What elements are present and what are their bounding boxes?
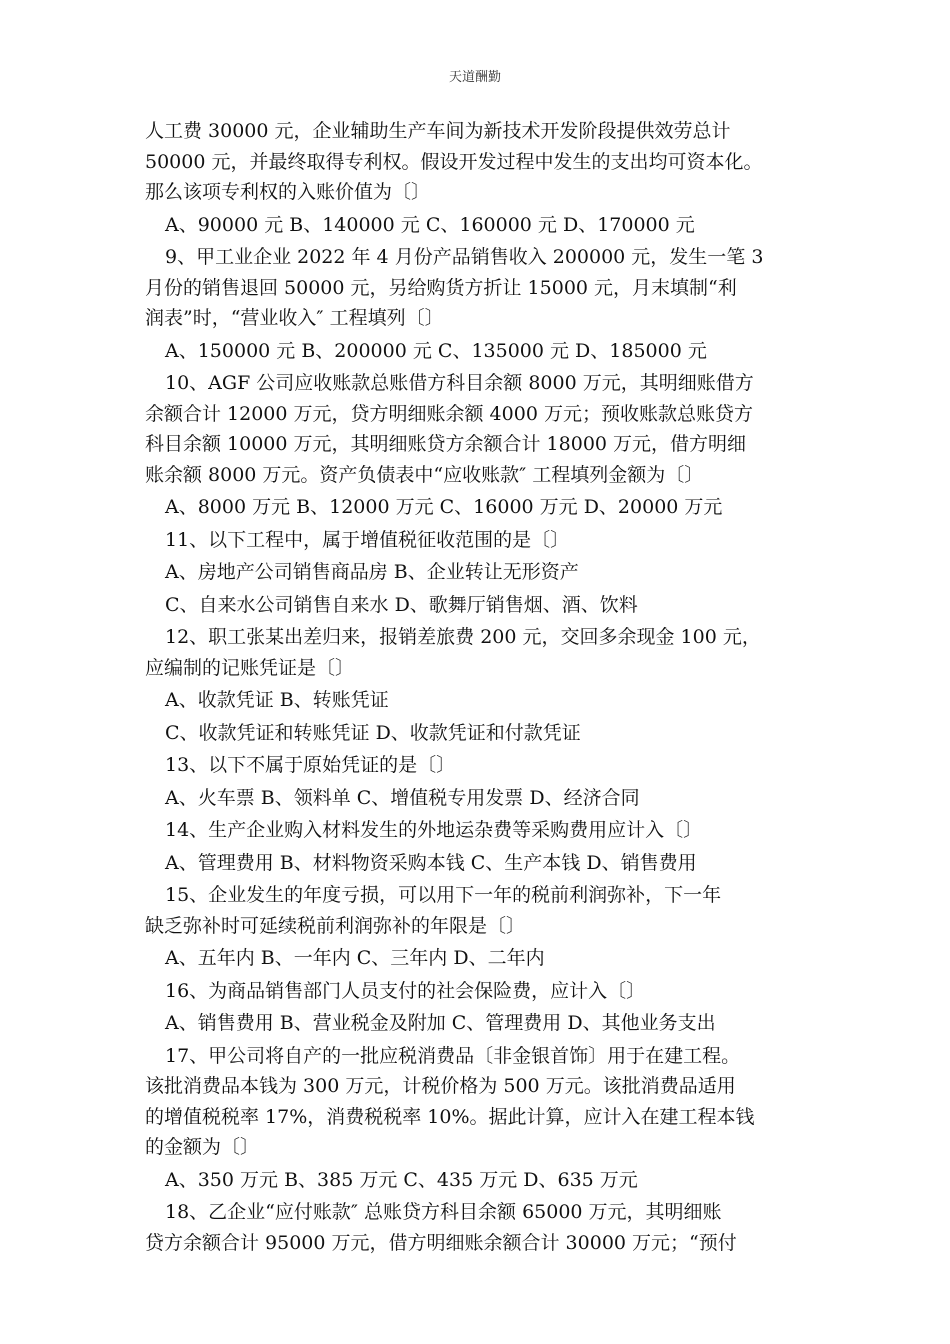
question-11: 11、以下工程中，属于增值税征收范围的是〔〕 xyxy=(165,528,570,551)
answer-options: A、销售费用 B、营业税金及附加 C、管理费用 D、其他业务支出 xyxy=(165,1012,716,1034)
question-14: 14、生产企业购入材料发生的外地运杂费等采购费用应计入〔〕 xyxy=(165,819,703,841)
text-line: 余额合计 12000 万元，贷方明细账余额 4000 万元；预收账款总账贷方 xyxy=(145,402,753,425)
answer-options: A、房地产公司销售商品房 B、企业转让无形资产 xyxy=(165,561,579,583)
text-line: 账余额 8000 万元。资产负债表中“应收账款″ 工程填列金额为〔〕 xyxy=(145,463,704,486)
answer-options: A、150000 元 B、200000 元 C、135000 元 D、185000 元 xyxy=(165,339,707,362)
text-line: 贷方余额合计 95000 万元，借方明细账余额合计 30000 万元；“预付 xyxy=(145,1231,737,1254)
page-header: 天道酬勤 xyxy=(448,70,501,85)
question-18: 18、乙企业“应付账款″ 总账贷方科目余额 65000 万元，其明细账 xyxy=(165,1201,722,1223)
text-line: 的金额为〔〕 xyxy=(145,1136,260,1158)
question-9: 9、甲工业企业 2022 年 4 月份产品销售收入 200000 元，发生一笔 3 xyxy=(165,246,764,268)
answer-options: C、收款凭证和转账凭证 D、收款凭证和付款凭证 xyxy=(165,721,581,744)
text-line: 的增值税税率 17%，消费税税率 10%。据此计算，应计入在建工程本钱 xyxy=(145,1105,755,1128)
text-line: 人工费 30000 元，企业辅助生产车间为新技术开发阶段提供效劳总计 xyxy=(145,120,731,142)
question-17: 17、甲公司将自产的一批应税消费品〔非金银首饰〕用于在建工程。 xyxy=(165,1044,741,1067)
answer-options: A、管理费用 B、材料物资采购本钱 C、生产本钱 D、销售费用 xyxy=(165,851,697,874)
answer-options: A、火车票 B、领料单 C、增值税专用发票 D、经济合同 xyxy=(165,786,640,809)
text-line: 缺乏弥补时可延续税前利润弥补的年限是〔〕 xyxy=(145,914,526,937)
document-body xyxy=(145,116,810,1258)
text-line: 应编制的记账凭证是〔〕 xyxy=(145,656,355,679)
answer-options: C、自来水公司销售自来水 D、歌舞厅销售烟、酒、饮料 xyxy=(165,593,638,616)
question-12: 12、职工张某出差归来，报销差旅费 200 元，交回多余现金 100 元， xyxy=(165,626,761,648)
text-line: 科目余额 10000 万元，其明细账贷方余额合计 18000 万元，借方明细 xyxy=(145,433,747,455)
question-13: 13、以下不属于原始凭证的是〔〕 xyxy=(165,754,456,776)
question-10: 10、AGF 公司应收账款总账借方科目余额 8000 万元，其明细账借方 xyxy=(165,372,754,394)
text-line: 润表”时，“营业收入″ 工程填列〔〕 xyxy=(145,307,444,329)
answer-options: A、8000 万元 B、12000 万元 C、16000 万元 D、20000 万元 xyxy=(165,496,723,518)
text-line: 那么该项专利权的入账价值为〔〕 xyxy=(145,181,431,203)
question-16: 16、为商品销售部门人员支付的社会保险费，应计入〔〕 xyxy=(165,979,646,1002)
answer-options: A、五年内 B、一年内 C、三年内 D、二年内 xyxy=(165,947,545,969)
text-line: 50000 元，并最终取得专利权。假设开发过程中发生的支出均可资本化。 xyxy=(145,150,763,173)
answer-options: A、90000 元 B、140000 元 C、160000 元 D、170000 元 xyxy=(165,213,695,236)
answer-options: A、收款凭证 B、转账凭证 xyxy=(165,689,389,711)
text-line: 该批消费品本钱为 300 万元，计税价格为 500 万元。该批消费品适用 xyxy=(145,1075,736,1097)
text-line: 月份的销售退回 50000 元，另给购货方折让 15000 元，月末填制“利 xyxy=(145,276,737,299)
question-15: 15、企业发生的年度亏损，可以用下一年的税前利润弥补，下一年 xyxy=(165,884,722,906)
answer-options: A、350 万元 B、385 万元 C、435 万元 D、635 万元 xyxy=(165,1168,638,1191)
